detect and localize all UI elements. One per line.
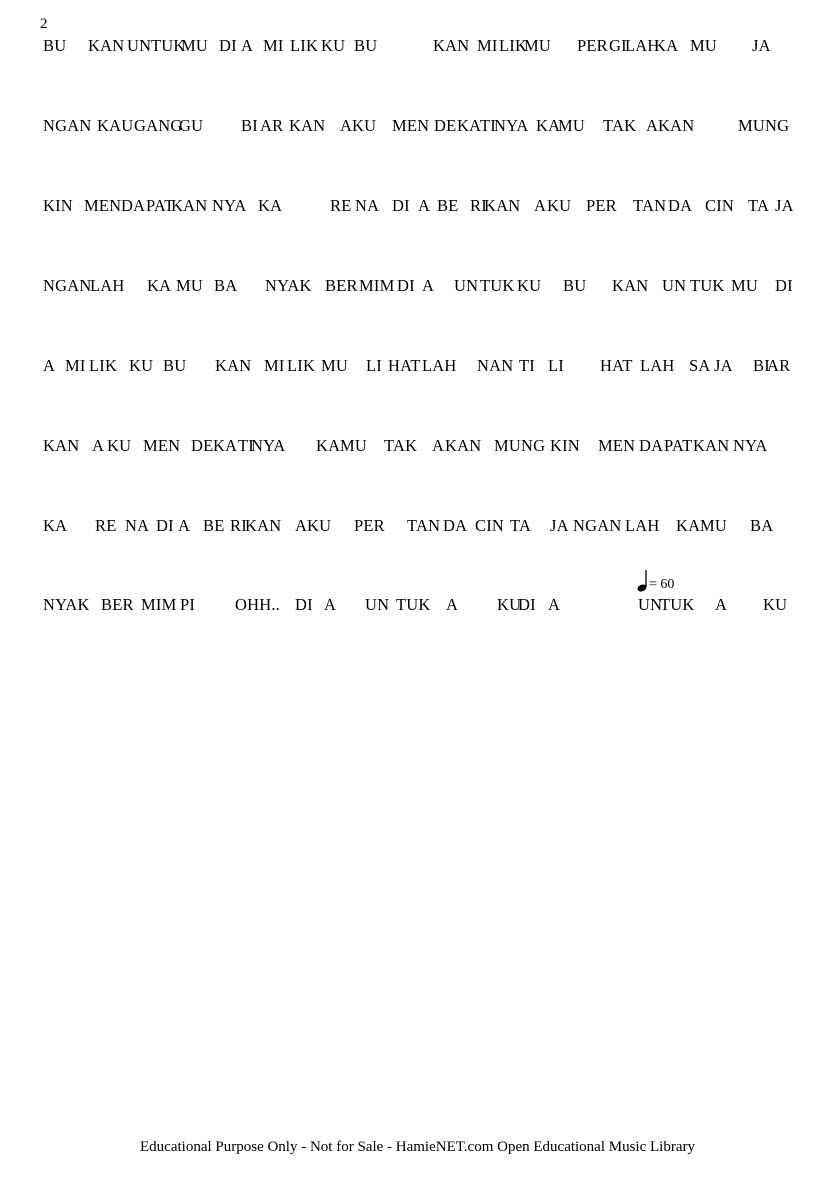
lyric-syllable: LAH [422,356,457,375]
lyric-syllable: GI [609,36,627,55]
lyric-syllable: JA [550,516,569,535]
lyric-syllable: KU [307,516,332,535]
lyric-syllable: NYAK [43,595,90,614]
lyric-syllable: KA [457,116,482,135]
lyric-syllable: KU [547,196,572,215]
lyric-syllable: TAN [407,516,441,535]
lyric-syllable: MU [731,276,758,295]
lyric-syllable: DI [392,196,410,215]
quarter-note-icon [636,569,650,595]
lyric-syllable: TAK [603,116,637,135]
lyric-syllable: MU [700,516,727,535]
lyric-syllable: CIN [475,516,505,535]
lyric-syllable: BA [214,276,238,295]
lyric-syllable: UN [638,595,663,614]
lyric-syllable: A [324,595,337,614]
lyric-syllable: A [534,196,547,215]
lyric-syllable: TA [748,196,770,215]
lyric-syllable: UN [454,276,479,295]
lyric-syllable: KU [321,36,346,55]
lyric-syllable: TUK [660,595,695,614]
lyric-syllable: MUNG [738,116,790,135]
lyric-syllable: KU [107,436,132,455]
lyric-syllable: KA [213,436,238,455]
lyric-line [0,36,835,56]
lyric-syllable: NA [125,516,150,535]
lyric-syllable: DE [191,436,214,455]
lyric-line [0,116,835,136]
tempo-value: = 60 [649,577,675,592]
lyric-line [0,356,835,376]
lyric-syllable: TI [238,436,254,455]
lyric-syllable: JA [752,36,771,55]
lyric-syllable: MIM [141,595,177,614]
lyric-syllable: UN [127,36,152,55]
lyric-syllable: DI [156,516,174,535]
lyric-syllable: MEN [392,116,430,135]
lyric-syllable: NYA [733,436,768,455]
lyric-syllable: PER [586,196,617,215]
lyric-syllable: A [432,436,445,455]
lyric-syllable: KA [654,36,679,55]
lyric-syllable: A [646,116,659,135]
lyric-syllable: PI [180,595,196,614]
lyric-syllable: DI [295,595,313,614]
lyric-syllable: AR [767,356,791,375]
lyric-syllable: GU [179,116,204,135]
lyric-syllable: LIK [89,356,118,375]
lyric-syllable: NYA [212,196,247,215]
lyric-syllable: BER [325,276,358,295]
lyric-syllable: KAN [289,116,326,135]
lyric-syllable: GANG [134,116,183,135]
lyric-line [0,516,835,536]
lyric-syllable: DA [668,196,693,215]
lyric-syllable: KAN [484,196,521,215]
footer-notice: Educational Purpose Only - Not for Sale - HamieNET.com Open Educational Music Library [140,1139,695,1155]
lyric-syllable: BER [101,595,134,614]
lyric-syllable: MIM [359,276,395,295]
lyric-syllable: MEN [84,196,122,215]
lyric-syllable: KAN [658,116,695,135]
lyric-syllable: MU [340,436,367,455]
lyric-syllable: MU [690,36,717,55]
lyric-syllable: NGAN [43,116,92,135]
lyric-syllable: A [178,516,191,535]
lyric-syllable: LAH [625,36,660,55]
lyric-syllable: MI [264,356,285,375]
lyric-syllable: MI [477,36,498,55]
lyric-syllable: A [340,116,353,135]
lyric-syllable: KA [676,516,701,535]
lyric-syllable: HAT [600,356,633,375]
lyric-syllable: KAN [215,356,252,375]
lyric-syllable: A [295,516,308,535]
lyric-syllable: BU [163,356,187,375]
lyric-syllable: KIN [43,196,73,215]
lyric-syllable: KAN [433,36,470,55]
lyric-syllable: PAT [146,196,175,215]
lyric-syllable: BA [750,516,774,535]
lyric-syllable: KAN [612,276,649,295]
lyric-syllable: A [418,196,431,215]
lyric-syllable: DE [434,116,457,135]
lyric-syllable: A [548,595,561,614]
lyric-syllable: KA [147,276,172,295]
lyric-syllable: HAT [388,356,421,375]
lyric-syllable: BE [203,516,225,535]
page-number: 2 [40,16,48,32]
lyric-syllable: NYAK [265,276,312,295]
lyric-syllable: TUK [480,276,515,295]
lyric-syllable: MI [65,356,86,375]
lyric-syllable: PER [354,516,385,535]
lyric-syllable: BU [354,36,378,55]
tempo-marking [636,569,706,595]
lyric-syllable: DA [639,436,664,455]
lyric-syllable: BU [563,276,587,295]
lyric-syllable: MU [524,36,551,55]
lyric-syllable: NA [355,196,380,215]
lyric-syllable: AR [260,116,284,135]
lyric-syllable: KAN [43,436,80,455]
lyric-syllable: BI [753,356,770,375]
lyric-syllable: KAN [445,436,482,455]
lyric-syllable: KA [536,116,561,135]
lyric-syllable: LAH [640,356,675,375]
lyric-syllable: DI [775,276,793,295]
lyric-syllable: LAH [90,276,125,295]
lyric-syllable: LI [548,356,564,375]
lyric-syllable: MI [263,36,284,55]
lyric-syllable: DA [121,196,146,215]
lyric-syllable: KAU [97,116,134,135]
lyric-syllable: PAT [664,436,693,455]
lyric-syllable: DA [443,516,468,535]
lyric-syllable: MU [321,356,348,375]
lyric-syllable: PER [577,36,608,55]
lyric-syllable: OHH.. [235,595,280,614]
lyric-syllable: TI [519,356,535,375]
lyric-syllable: TAK [384,436,418,455]
lyric-syllable: LIK [287,356,316,375]
lyric-syllable: SA [689,356,711,375]
lyric-syllable: KU [763,595,788,614]
lyric-syllable: TUK [396,595,431,614]
lyric-line [0,595,835,615]
lyric-syllable: UN [365,595,390,614]
lyric-syllable: MU [558,116,585,135]
lyric-syllable: KAN [171,196,208,215]
lyric-syllable: MEN [598,436,636,455]
lyric-syllable: JA [775,196,794,215]
lyric-syllable: KAN [245,516,282,535]
lyric-syllable: DI [219,36,237,55]
lyric-syllable: BE [437,196,459,215]
lyric-syllable: BI [241,116,258,135]
lyric-syllable: TUK [151,36,186,55]
lyric-syllable: LI [366,356,382,375]
lyric-syllable: A [241,36,254,55]
lyric-syllable: A [715,595,728,614]
lyric-line [0,196,835,216]
lyric-syllable: TAN [633,196,667,215]
lyric-syllable: KU [497,595,522,614]
lyric-syllable: KA [316,436,341,455]
lyric-syllable: KAN [693,436,730,455]
lyric-line [0,436,835,456]
lyric-syllable: A [43,356,56,375]
lyric-syllable: KU [352,116,377,135]
lyric-syllable: RI [230,516,247,535]
lyric-syllable: KA [258,196,283,215]
lyric-syllable: MEN [143,436,181,455]
lyric-syllable: BU [43,36,67,55]
lyric-syllable: KA [43,516,68,535]
lyric-syllable: MU [181,36,208,55]
lyric-syllable: JA [714,356,733,375]
lyric-syllable: LIK [290,36,319,55]
lyric-syllable: NYA [251,436,286,455]
lyric-syllable: DI [397,276,415,295]
lyric-syllable: TA [510,516,532,535]
lyric-syllable: A [446,595,459,614]
lyric-syllable: UN [662,276,687,295]
lyric-syllable: TI [480,116,496,135]
lyric-syllable: NGAN [573,516,622,535]
lyric-syllable: TUK [690,276,725,295]
lyric-syllable: MUNG [494,436,546,455]
lyric-syllable: KU [517,276,542,295]
lyric-syllable: A [92,436,105,455]
lyric-syllable: NAN [477,356,514,375]
lyric-syllable: MU [176,276,203,295]
lyric-syllable: RI [470,196,487,215]
lyric-syllable: NGAN [43,276,92,295]
lyric-syllable: A [422,276,435,295]
lyric-syllable: KAN [88,36,125,55]
lyric-line [0,276,835,296]
lyric-syllable: LIK [499,36,528,55]
lyric-syllable: KIN [550,436,580,455]
lyric-syllable: RE [95,516,117,535]
lyric-syllable: DI [518,595,536,614]
lyric-syllable: KU [129,356,154,375]
lyric-syllable: LAH [625,516,660,535]
lyric-syllable: RE [330,196,352,215]
lyric-syllable: NYA [494,116,529,135]
lyric-syllable: CIN [705,196,735,215]
